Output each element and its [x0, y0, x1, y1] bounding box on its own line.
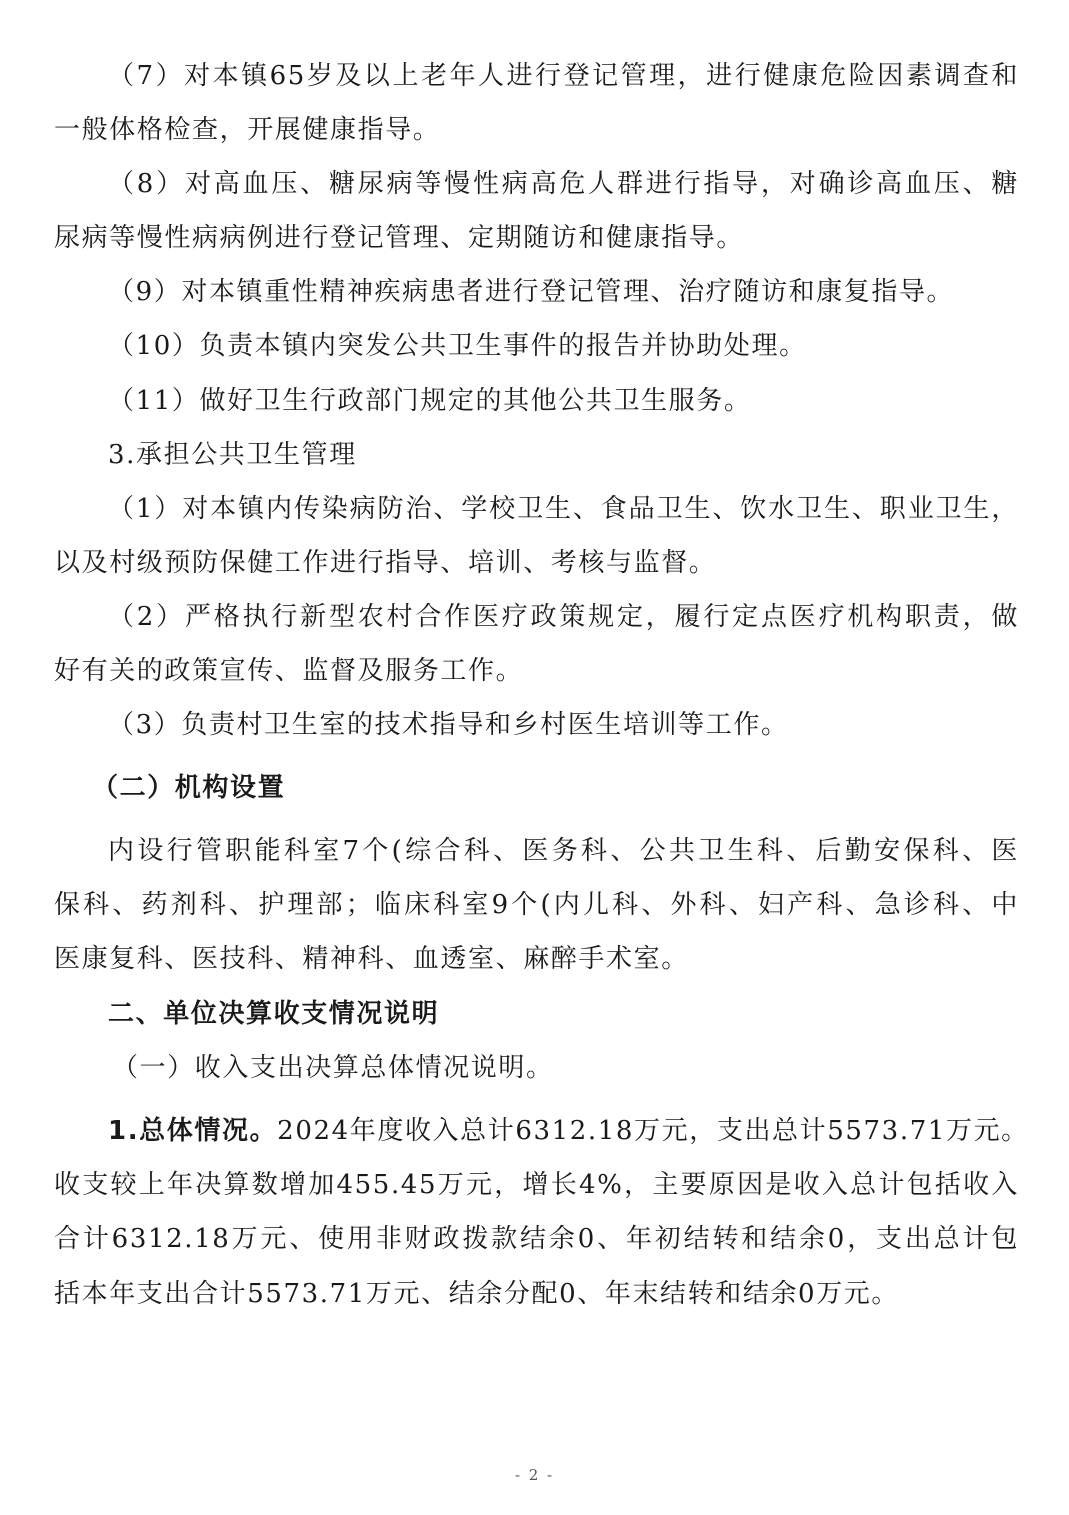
paragraph-7-line-2: 一般体格检查，开展健康指导。: [54, 115, 441, 145]
overall-line-3: 合计6312.18万元、使用非财政拨款结余0、年初结转和结余0，支出总计包: [54, 1224, 1019, 1254]
section-3-item-1-line-2: 以及村级预防保健工作进行指导、培训、考核与监督。: [54, 548, 717, 578]
page-number: - 2 -: [514, 1466, 555, 1484]
org-structure-line-3: 医康复科、医技科、精神科、血透室、麻醉手术室。: [54, 944, 689, 974]
section-3-heading: 3.承担公共卫生管理: [108, 440, 357, 470]
paragraph-10: （10）负责本镇内突发公共卫生事件的报告并协助处理。: [108, 331, 807, 361]
org-structure-heading: （二）机构设置: [92, 773, 286, 803]
paragraph-7-line-1: （7）对本镇65岁及以上老年人进行登记管理，进行健康危险因素调查和: [108, 61, 1019, 91]
paragraph-9: （9）对本镇重性精神疾病患者进行登记管理、治疗随访和康复指导。: [108, 277, 955, 307]
paragraph-8-line-2: 尿病等慢性病病例进行登记管理、定期随访和健康指导。: [54, 223, 745, 253]
overall-line-2: 收支较上年决算数增加455.45万元，增长4%，主要原因是收入总计包括收入: [54, 1170, 1019, 1200]
paragraph-11: （11）做好卫生行政部门规定的其他公共卫生服务。: [108, 386, 752, 416]
overall-line-1: [108, 1113, 1029, 1149]
section-3-item-1-line-1: （1）对本镇内传染病防治、学校卫生、食品卫生、饮水卫生、职业卫生，: [108, 494, 1019, 524]
section-3-item-2-line-1: （2）严格执行新型农村合作医疗政策规定，履行定点医疗机构职责，做: [108, 602, 1019, 632]
overall-line-1-text: 2024年度收入总计6312.18万元，支出总计5573.71万元。: [277, 1116, 1029, 1146]
paragraph-8-line-1: （8）对高血压、糖尿病等慢性病高危人群进行指导，对确诊高血压、糖: [108, 169, 1019, 199]
section-3-item-3: （3）负责村卫生室的技术指导和乡村医生培训等工作。: [108, 710, 789, 740]
org-structure-line-2: 保科、药剂科、护理部；临床科室9个(内儿科、外科、妇产科、急诊科、中: [54, 890, 1019, 920]
overall-line-4: 括本年支出合计5573.71万元、结余分配0、年末结转和结余0万元。: [54, 1279, 900, 1309]
section-2-heading: 二、单位决算收支情况说明: [108, 999, 440, 1029]
org-structure-line-1: 内设行管职能科室7个(综合科、医务科、公共卫生科、后勤安保科、医: [108, 836, 1019, 866]
section-3-item-2-line-2: 好有关的政策宣传、监督及服务工作。: [54, 656, 524, 686]
section-2-subheading: （一）收入支出决算总体情况说明。: [112, 1053, 554, 1083]
overall-label: 1.总体情况。: [108, 1116, 278, 1146]
